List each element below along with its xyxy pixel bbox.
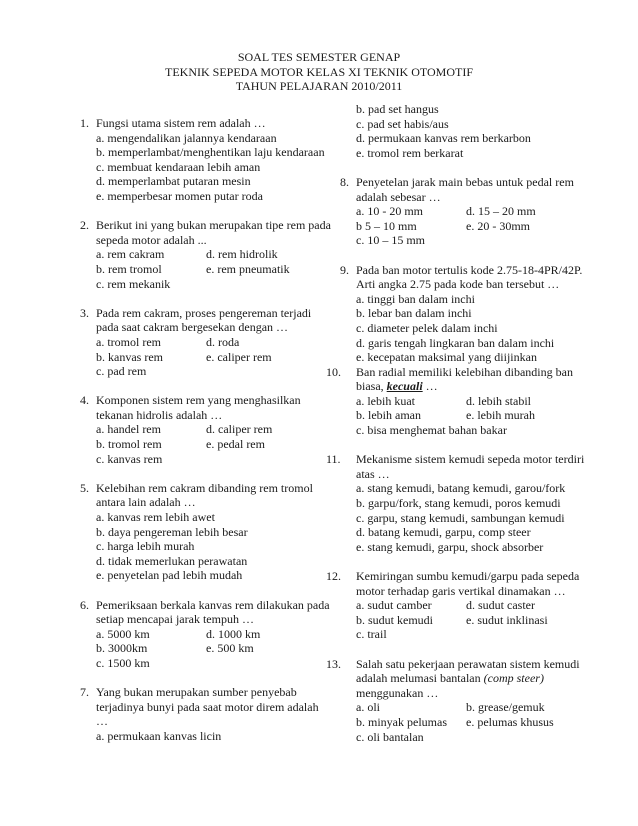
option-e: e. pedal rem [206, 437, 265, 452]
question-number: 13. [326, 656, 341, 671]
option-b: b. pad set hangus [356, 102, 439, 116]
option-c: c. garpu, stang kemudi, sambungan kemudi [356, 510, 565, 525]
question-text-part: Ban radial memiliki kelebihan dibanding ban biasa, [356, 364, 573, 394]
option-a: a. oli [356, 700, 380, 715]
option-a: a. 5000 km [96, 626, 150, 641]
question-number: 3. [80, 305, 89, 320]
italic-term: (comp steer) [483, 671, 544, 686]
question-9 [340, 263, 588, 365]
option-d: d. sudut caster [466, 598, 535, 613]
option-b: b. garpu/fork, stang kemudi, poros kemudi [356, 496, 561, 511]
question-number: 7. [80, 685, 89, 700]
option-a: a. stang kemudi, batang kemudi, garou/fork [356, 481, 566, 496]
question-text [356, 657, 588, 701]
option-e: e. rem pneumatik [206, 261, 290, 276]
option-b: b. lebar ban dalam inchi [356, 306, 472, 321]
question-6 [80, 598, 332, 671]
question-text: Kelebihan rem cakram dibanding rem tromol antara lain adalah … [96, 480, 313, 510]
option-e: e. caliper rem [206, 349, 272, 364]
question-number: 12. [326, 569, 341, 583]
option-a: a. 10 - 20 mm [356, 204, 423, 219]
option-c: c. 10 – 15 mm [356, 233, 425, 248]
option-a: a. tromol rem [96, 334, 161, 349]
question-text [356, 365, 588, 394]
question-text-part: … [422, 379, 438, 394]
option-c: c. rem mekanik [96, 276, 171, 291]
option-b: b. kanvas rem [96, 349, 163, 364]
option-a: a. rem cakram [96, 247, 165, 262]
option-d: d. 15 – 20 mm [466, 204, 536, 219]
header-title: SOAL TES SEMESTER GENAP [237, 50, 401, 64]
option-b: b. minyak pelumas [356, 714, 447, 729]
option-b-right: b. grease/gemuk [466, 700, 545, 715]
option-d: d. garis tengah lingkaran ban dalam inchi [356, 335, 555, 350]
option-a: a. tinggi ban dalam inchi [356, 291, 475, 306]
option-c: c. pad rem [96, 364, 147, 379]
option-c: c. bisa menghemat bahan bakar [356, 423, 507, 438]
option-a: a. kanvas rem lebih awet [96, 510, 215, 525]
option-d: d. caliper rem [206, 422, 273, 437]
option-c: c. membuat kendaraan lebih aman [96, 159, 261, 174]
option-d: d. lebih stabil [466, 393, 531, 408]
question-12 [326, 569, 588, 642]
option-a: a. handel rem [96, 422, 161, 437]
option-a: a. mengendalikan jalannya kendaraan [96, 130, 277, 145]
question-text: Fungsi utama sistem rem adalah … [96, 116, 266, 130]
question-text: Berikut ini yang bukan merupakan tipe rem pada sepeda motor adalah ... [96, 218, 331, 247]
option-e: e. sudut inklinasi [466, 612, 548, 627]
question-number: 2. [80, 218, 89, 233]
question-2 [80, 218, 332, 291]
question-text: Mekanisme sistem kemudi sepeda motor terdiri atas … [356, 452, 585, 481]
question-number: 11. [326, 452, 341, 467]
option-e: e. kecepatan maksimal yang diijinkan [356, 350, 537, 365]
option-e: e. 20 - 30mm [466, 218, 530, 233]
document-header [0, 50, 638, 94]
option-d: d. roda [206, 334, 240, 349]
option-c: c. 1500 km [96, 655, 150, 670]
option-c: c. harga lebih murah [96, 539, 195, 554]
question-7-continued [340, 102, 588, 160]
question-number: 9. [340, 262, 349, 277]
question-3 [80, 306, 332, 379]
option-a: a. permukaan kanvas licin [96, 728, 222, 743]
question-8 [340, 175, 588, 248]
option-e: e. stang kemudi, garpu, shock absorber [356, 539, 544, 554]
question-text: Komponen sistem rem yang menghasilkan tekanan hidrolis adalah … [96, 393, 301, 422]
question-text: Yang bukan merupakan sumber penyebab terjadinya bunyi pada saat motor direm adalah … [96, 685, 319, 729]
option-e: e. tromol rem berkarat [356, 145, 464, 160]
option-d: d. batang kemudi, garpu, comp steer [356, 525, 531, 540]
option-e: e. pelumas khusus [466, 714, 554, 729]
option-d: d. rem hidrolik [206, 247, 278, 262]
option-a: a. lebih kuat [356, 393, 415, 408]
option-b: b. daya pengereman lebih besar [96, 524, 248, 539]
option-b: b 5 – 10 mm [356, 218, 417, 233]
question-text: Kemiringan sumbu kemudi/garpu pada sepeda motor terhadap garis vertikal dinamakan … [356, 569, 580, 598]
option-e: e. memperbesar momen putar roda [96, 188, 263, 203]
question-1 [80, 116, 332, 204]
question-13 [326, 656, 588, 745]
question-number: 5. [80, 480, 89, 495]
question-text: Pemeriksaan berkala kanvas rem dilakukan pada setiap mencapai jarak tempuh … [96, 597, 330, 627]
option-b: b. 3000km [96, 641, 148, 656]
option-b: b. rem tromol [96, 261, 162, 276]
option-d: d. memperlambat putaran mesin [96, 174, 251, 189]
emphasis-word: kecuali [386, 379, 423, 394]
question-7 [80, 685, 332, 743]
option-e: e. lebih murah [466, 408, 535, 423]
option-c: c. kanvas rem [96, 451, 163, 466]
header-subtitle: TEKNIK SEPEDA MOTOR KELAS XI TEKNIK OTOMOTIF [165, 64, 473, 79]
question-number: 4. [80, 393, 89, 408]
question-text: Pada ban motor tertulis kode 2.75-18-4PR/42P. Arti angka 2.75 pada kode ban tersebut … [356, 262, 583, 292]
option-b: b. sudut kemudi [356, 612, 433, 627]
question-number: 8. [340, 174, 349, 189]
option-d: d. 1000 km [206, 626, 261, 641]
option-c: c. diameter pelek dalam inchi [356, 320, 498, 335]
option-d: d. tidak memerlukan perawatan [96, 553, 248, 568]
question-number: 10. [326, 364, 341, 379]
option-c: c. oli bantalan [356, 729, 424, 744]
question-text: Penyetelan jarak main bebas untuk pedal rem adalah sebesar … [356, 174, 574, 204]
left-column [80, 116, 332, 744]
header-year: TAHUN PELAJARAN 2010/2011 [235, 79, 403, 94]
question-11 [326, 452, 588, 554]
question-5 [80, 481, 332, 583]
question-10 [326, 364, 588, 438]
option-b: b. tromol rem [96, 437, 162, 452]
option-b: b. lebih aman [356, 408, 421, 423]
option-e: e. penyetelan pad lebih mudah [96, 568, 243, 583]
option-c: c. pad set habis/aus [356, 116, 449, 131]
option-b: b. memperlambat/menghentikan laju kendaraan [96, 145, 325, 160]
question-text-part: Salah satu pekerjaan perawatan sistem kemudi adalah melumasi bantalan [356, 656, 580, 686]
question-text-part: menggunakan … [356, 685, 439, 700]
option-d: d. permukaan kanvas rem berkarbon [356, 131, 531, 146]
option-c: c. trail [356, 627, 387, 642]
right-column [326, 102, 588, 744]
option-e: e. 500 km [206, 641, 254, 656]
question-text: Pada rem cakram, proses pengereman terjadi pada saat cakram bergesekan dengan … [96, 305, 312, 335]
option-a: a. sudut camber [356, 598, 432, 613]
question-number: 6. [80, 597, 89, 612]
question-number: 1. [80, 116, 89, 130]
question-4 [80, 393, 332, 466]
